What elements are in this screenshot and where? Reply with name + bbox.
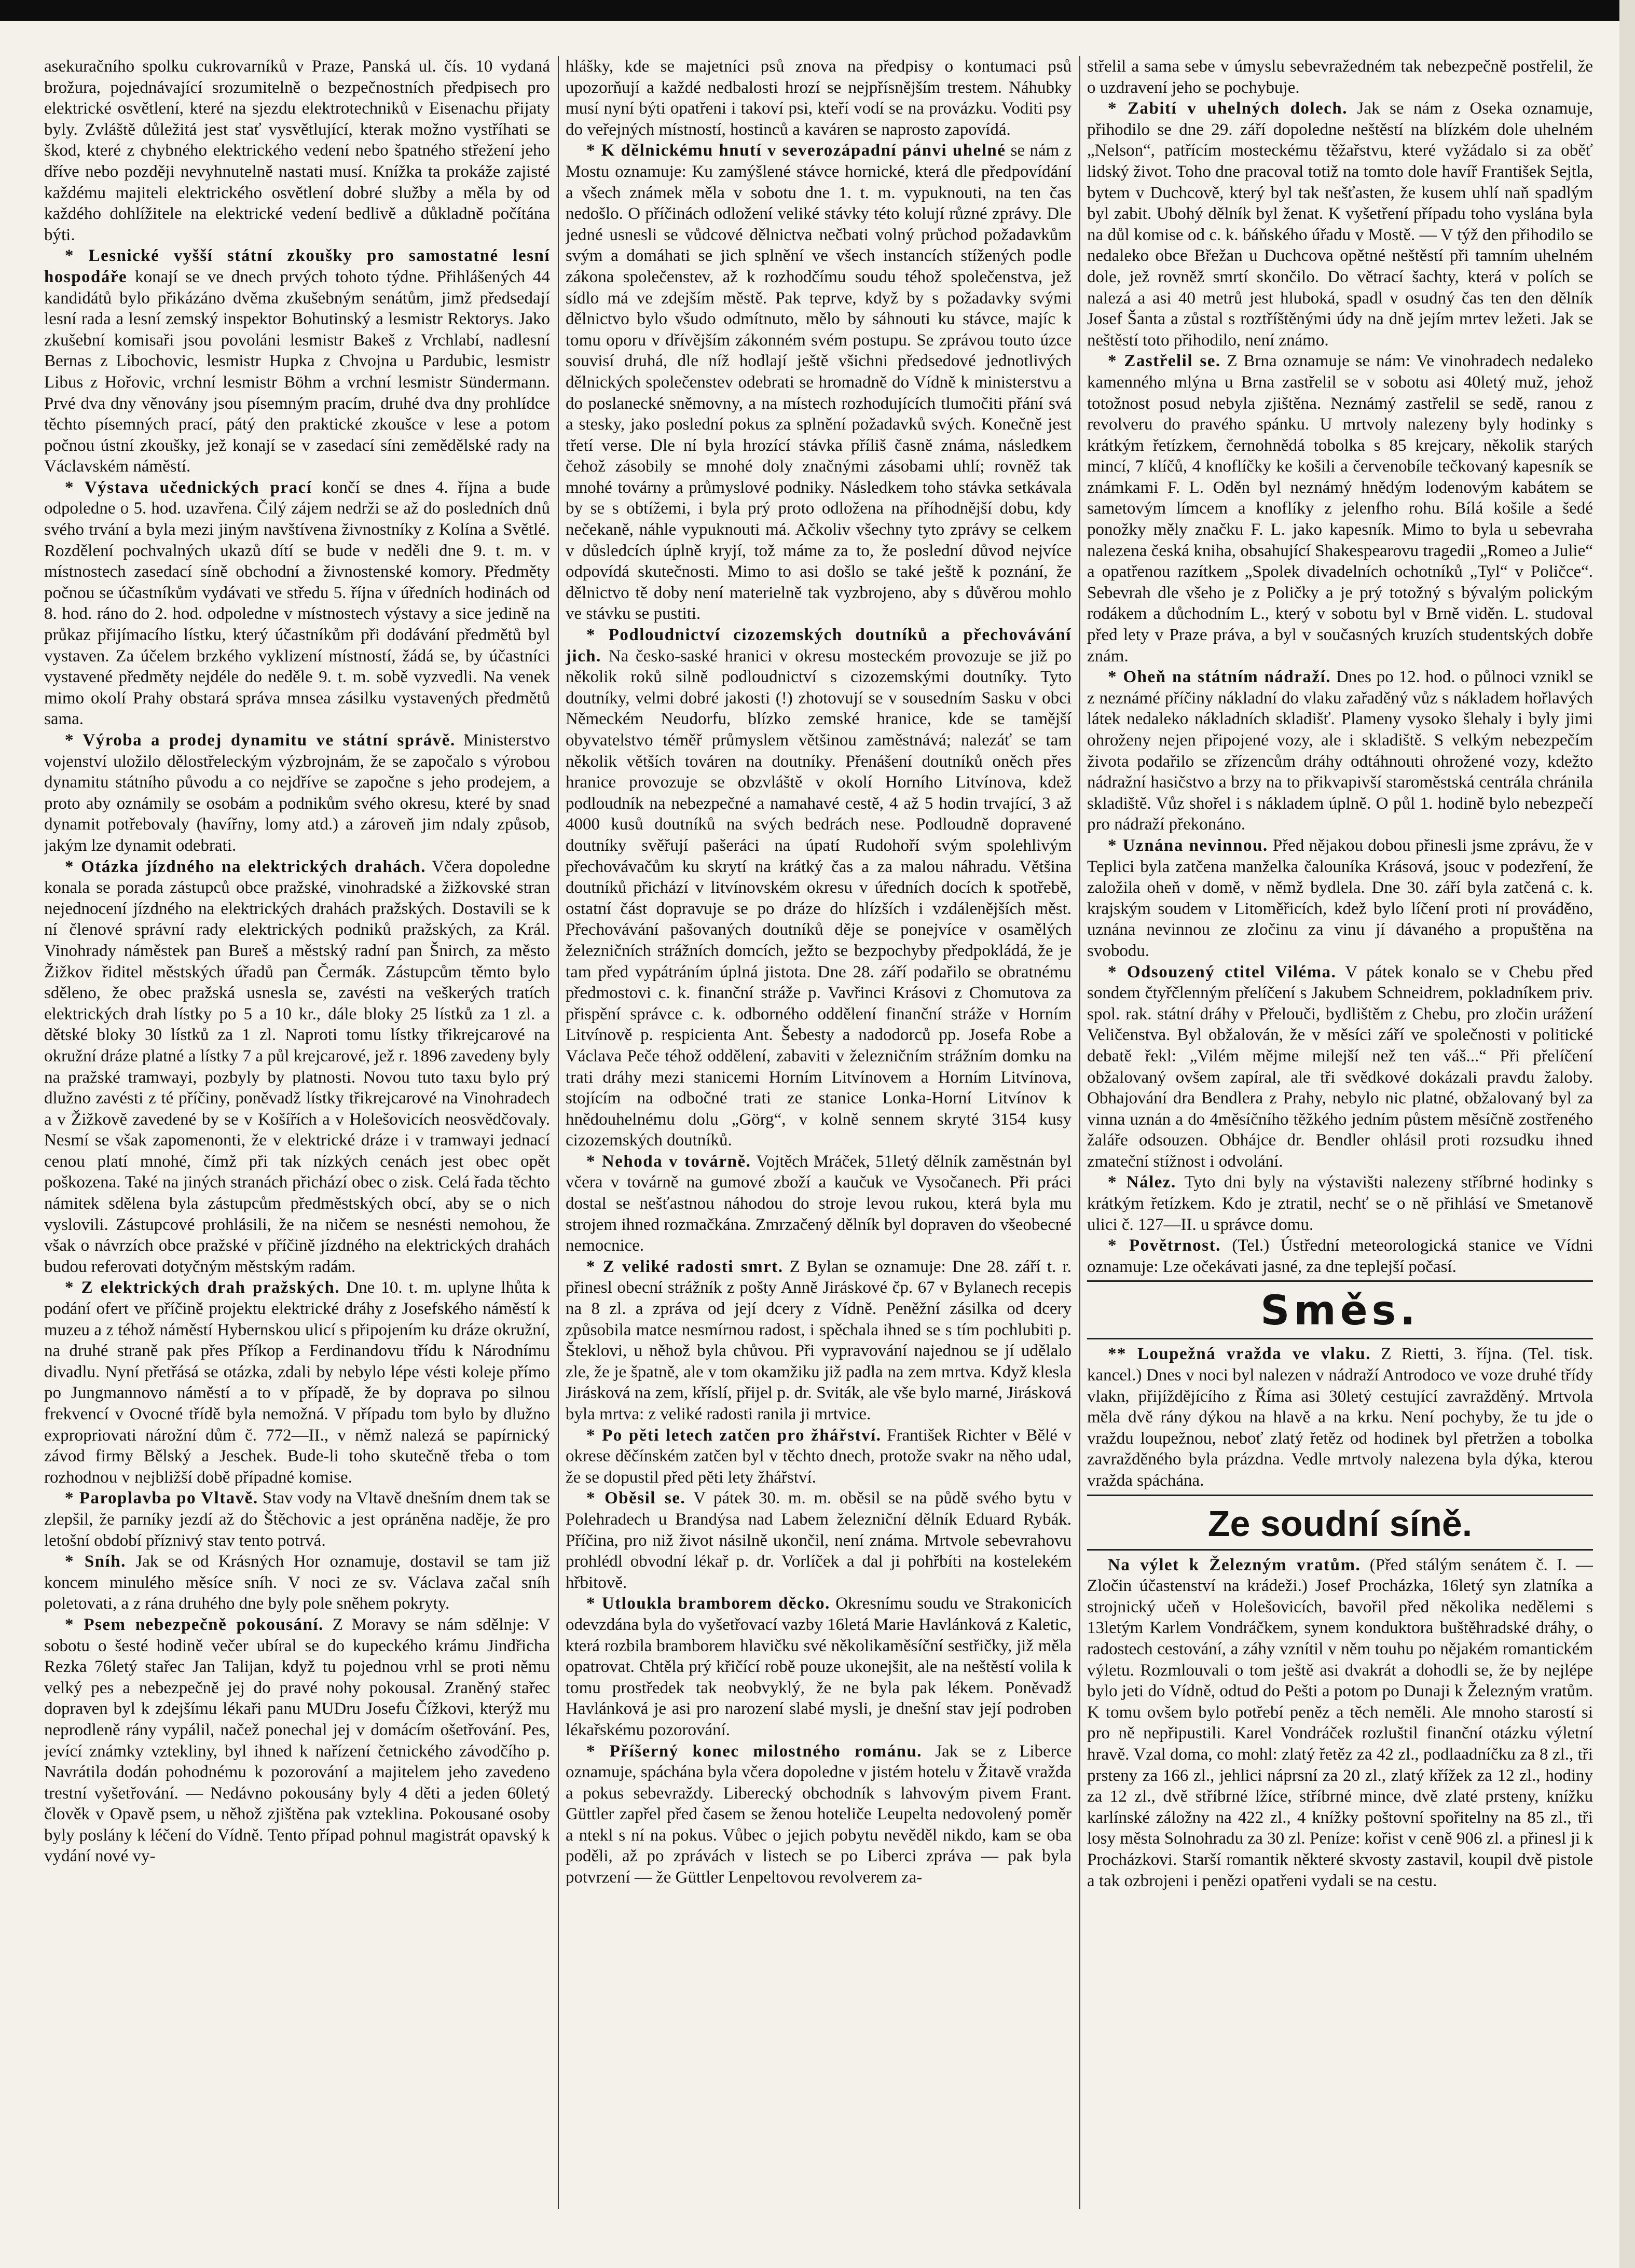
column-2 bbox=[566, 56, 1071, 2209]
article-body: Jak se nám z Oseka oznamuje, přihodilo se dne 29. září dopoledne neštěstí na blízkém dole uhelném „Nelson“, patřícím mosteckému těžařstvu, které vyžádalo si za oběť lidský život. Toho dne pracoval totiž na tomto dole havíř František Sejtla, bytem v Duchcově, který byl tak nešťasten, že kusem uhlí naň spadlým byl zabit. Ubohý dělník byl ženat. K vyšetření případu toho vyslána byla na důl komise od c. k. báňského úřadu v Mostě. — V týž den přihodilo se nedaleko obce Břežan u Duchcova opětné neštěstí při tamním uhelném dole, jež rovněž smrtí skončilo. Do větrací šachty, která v polích se nalezá a asi 40 metrů jest hluboká, spadl v osudný čas ten den dělník Josef Šanta a zůstal s roztříštěnými údy na dně jejím mrtev ležeti. Jak se neštěstí toto přihodilo, není známo. bbox=[1087, 99, 1593, 350]
article-paragraph bbox=[566, 1256, 1071, 1425]
article-headline: * Nález. bbox=[1108, 1173, 1176, 1192]
scan-right-margin bbox=[1619, 0, 1635, 2268]
article-body: Tyto dni byly na výstavišti nalezeny stříbrné hodinky s krátkým řetízkem. Kdo je ztratil, nechť se o ně přihlásí ve Smetanově ulici č. 127—II. u správce domu. bbox=[1087, 1173, 1593, 1234]
article-headline: * Otázka jízdného na elektrických drahách. bbox=[65, 857, 427, 876]
column-3 bbox=[1087, 56, 1593, 2209]
section-title-smes: Směs. bbox=[1260, 1288, 1420, 1335]
article-headline: * Paroplavba po Vltavě. bbox=[65, 1489, 258, 1508]
section-rule bbox=[1087, 1495, 1593, 1496]
article-body: Ministerstvo vojenství uložilo dělostřeleckým výzbrojnám, že se započalo s výrobou dynamitu státního původu a co nejdříve se započne s jeho prodejem, a proto aby oznámily se osobám a podnikům svého okresu, které by snad dynamit potřebovaly (havířny, lomy atd.) a zároveň jim ndaly způsob, jakým lze dynamit odebrati. bbox=[44, 731, 550, 855]
article-paragraph bbox=[1087, 98, 1593, 351]
article-headline: * Z elektrických drah pražských. bbox=[65, 1278, 340, 1297]
article-paragraph bbox=[566, 1488, 1071, 1593]
article-body: V pátek konalo se v Chebu před sondem čtyřčlenným přelíčení s Jakubem Schneidrem, pokladníkem priv. spol. rak. státní dráhy v Přelouči, bydlištěm z Chebu, pro zločin urážení Veličenstva. Byl obžalován, že v měsíci září ve společnosti v politické debatě řekl: „Vilém mějme milejší než ten váš...“ Při přelíčení obžalovaný ovšem zapíral, ale tři svědkové dokázali pravdu žaloby. Obhajování dra Bendlera z Prahy, nebylo nic platné, obžalovaný byl za vinna uznán a do 4měsíčního těžkého jedním půstem měsíčně zostřeného žaláře odsouzen. Obhájce dr. Bendler ohlásil proti rozsudku ihned zmateční stížnost i odvolání. bbox=[1087, 962, 1593, 1171]
article-paragraph bbox=[566, 1151, 1071, 1256]
article-headline: * Oběsil se. bbox=[586, 1489, 686, 1508]
article-headline: * Oheň na státním nádraží. bbox=[1108, 668, 1331, 687]
column-1 bbox=[44, 56, 550, 2209]
article-headline: ** Loupežná vražda ve vlaku. bbox=[1108, 1345, 1371, 1364]
article-paragraph bbox=[1087, 1344, 1593, 1491]
article-headline: * Odsouzený ctitel Viléma. bbox=[1108, 962, 1337, 981]
article-body: Vojtěch Mráček, 51letý dělník zaměstnán byl včera v továrně na gumové zboží a kaučuk ve Vysočanech. Při práci dostal se nešťastnou náhodou do stroje levou rukou, která byla mu strojem ihned rozmačkána. Zmrzačený dělník byl dopraven do všeobecné nemocnice. bbox=[566, 1152, 1071, 1255]
article-paragraph bbox=[1087, 351, 1593, 667]
article-paragraph bbox=[44, 1277, 550, 1488]
article-body: Stav vody na Vltavě dnešním dnem tak se zlepšil, že parníky jezdí až do Štěchovic a jest opráněna naděje, že pro letošní období příznivý stav tento potrvá. bbox=[44, 1489, 550, 1550]
article-paragraph bbox=[44, 856, 550, 1278]
article-paragraph bbox=[1087, 667, 1593, 835]
article-headline: * Z veliké radosti smrt. bbox=[586, 1257, 784, 1276]
article-paragraph bbox=[1087, 962, 1593, 1172]
article-paragraph: hlášky, kde se majetníci psů znova na předpisy o kontumaci psů upozorňují a každé nedbalosti hrozí se nejpřísnějším trestem. Náhubky musí nyní býti opatřeni i takoví psi, kteří vodí se na provázku. Voditi psy do veřejných místností, hostinců a kaváren se naprosto zapovídá. bbox=[566, 57, 1071, 139]
article-paragraph bbox=[44, 477, 550, 730]
article-headline: * Sníh. bbox=[65, 1552, 126, 1571]
article-body: se nám z Mostu oznamuje: Ku zamýšlené stávce hornické, která dle předpovídání a všech známek měla v sobotu dne 1. t. m. vypuknouti, na ten čas nedošlo. O příčinách odložení veliké stávky této kolují různé zprávy. Dle jedné usnesli se vůdcové dělnictva nečbati volný průchod požadavkům svým a domáhati se jich splnění ve všech instancích stížených podle zákona společenstev, až k rozhodčímu soudu téhož společenstva, jež sídlo má ve zdejším městě. Pak teprve, když by s požadavky svými dělnictvo bylo všudo odmítnuto, mělo by sáhnouti ku stávce, majíc k tomu oporu v dřívějším zákonném svém postupu. Se zprávou touto úzce souvisí druhá, dle níž hodlají ještě všichni předsedové jednotlivých dělnických společenstev odebrati se hromadně do Vídně k ministerstvu a do poslanecké sněmovny, a na místech rozhodujících tlumočiti přání svá a stesky, jako poslední pokus za splnění požadavků svých. Konečně jest třetí verse. Dle ní byla hrozící stávka příliš časně známa, následkem čehož zásobily se mnohé doly značnými zásobami uhlí; rovněž tak mnohé továrny a průmyslové podniky. Následkem toho stávka setkávala by se s obtížemi, i byla prý proto odložena na příhodnější dobu, kdy nečekaně, náhle vypuknouti má. Ačkoliv všechny tyto zprávy se celkem v důsledcích úplně kryjí, tož máme za to, že poslední důvod nejvíce odpovídá skutečnosti. Mimo to asi došlo se také ještě k poznání, že dělnictvo tě doby není materielně tak vyzbrojeno, aby s důvěrou mohlo ve stávku se pustiti. bbox=[566, 141, 1071, 624]
article-paragraph bbox=[44, 1488, 550, 1551]
section-rule bbox=[1087, 1549, 1593, 1551]
article-paragraph bbox=[566, 1741, 1071, 1888]
article-paragraph bbox=[44, 730, 550, 856]
article-headline: * Uznána nevinnou. bbox=[1108, 836, 1268, 855]
article-headline: * Psem nebezpečně pokousání. bbox=[65, 1615, 324, 1634]
article-body: končí se dnes 4. října a bude odpoledne o 5. hod. uzavřena. Čilý zájem nedrži se až do posledních dnů svého trvání a byla mezi jiným navštívena živnostníky z Kolína a Světlé. Rozdělení pochvalných ukazů dítí se bude v neděli dne 9. t. m. v místnostech zasedací síně obchodní a živnostenské komory. Předměty počnou se účastníkům vydávati ve středu 5. října v úředních hodinách od 8. hod. ráno do 2. hod. odpoledne v místnostech výstavy a sice jedině na průkaz přijímacího lístku, který účastníkům při dodávání předmětů byl vystaven. Za účelem brzkého vyklizení místností, žádá se, by účastníci vystavené předměty nejdéle do neděle 9. t. m. sobě vyzvedli. Na venek mimo okolí Prahy obstará správa mnsea zásilku vystavených předmětů sama. bbox=[44, 478, 550, 729]
article-body: Z Rietti, 3. října. (Tel. tisk. kancel.) Dnes v noci byl nalezen v nádraží Antrodoco ve voze druhé třídy vlakn, přijíždějícího z Říma asi 30letý cestující zavražděný. Mrtvola měla dvě rány dýkou na hlavě a na krku. Není pochyby, že tu jde o vraždu loupežnou, neboť zlatý řetěz od hodinek byl přetržen a tobolka zavražděného byla prázdna. Vedle mrtvoly nalezena byla dýka, kterou vražda spáchána. bbox=[1087, 1345, 1593, 1490]
section-rule bbox=[1087, 1338, 1593, 1339]
section-title-court: Ze soudní síně. bbox=[1207, 1503, 1473, 1544]
newspaper-page bbox=[44, 56, 1593, 2209]
article-headline: * Podloudnictví cizozemských doutníků a přechovávání jich. bbox=[566, 626, 1071, 666]
article-body: Z Moravy se nám sdělnje: V sobotu o šesté hodině večer ubíral se do kupeckého krámu Jindřicha Rezka 76letý stařec Jan Talijan, když tu pojednou vrhl se proti němu velký pes a nebezpečně jej do pravé nohy pokousal. Zraněný stařec dopraven byl k zdejšímu lékaři panu MUDru Josefu Čížkovi, kterýž mu neprodleně rány vypálil, načež ponechal jej v domácím ošetřování. Pes, jevící známky vzteklinу, byl ihned k nařízení četnického závodčího p. Navrátila dodán pohodnému k pozorování a majitelem jeho zavedeno trestní vyšetřování. — Nedávno pokousány byly 4 děti a jeden 60letý člověk v Opavě psem, u něhož zjištěna pak vzteklina. Pokousané osoby byly poslány k léčení do Vídně. Tento případ pohnul magistrát opavský k vydání nové vy- bbox=[44, 1615, 550, 1866]
article-paragraph bbox=[1087, 835, 1593, 962]
article-body: Včera dopoledne konala se porada zástupců obce pražské, vinohradské a žižkovské stran nejednocení jízdného na elektrických drahách pražských. Dostavili se k ní členové správní rady elektrických podniků pražských, za Král. Vinohrady náměstek pan Bureš a městský radní pan Šnirch, za město Žižkov řiditel městských úřadů pan Čermák. Zástupcům těmto bylo sděleno, že obec pražská usnesla se, zavésti na veškerých tratích elektrických drah lístky po 5 a 10 kr., dále bloky 25 lístků za 1 zl. a dětské bloky 30 lístků za 1 zl. Naproti tomu lístky třikrejcarové na okružní dráze platné a lístky 7 a půl krejcarové, jež r. 1896 zavedeny byly na pražské tramwayi, pozbyly by platnosti. Novou tuto taxu bylo prý dlužno zavésti z té příčiny, poněvadž lístky třikrejcarové na Vinohradech a v Žižkově zavedené by se v Košířích a v Holešovicích neosvědčovaly. Nesmí se však zapomenonti, že v elektrické dráze i v tramwayi jednací cenou platí mnohé, čímž při tak nízkých cenách jest obec opět poškozena. Také na jiných stranách přichází obec o zisk. Celá řada těchto námitek sdělena byla zástupcům předměstských obcí, aby se o nich vyslovili. Zástupcové prohlásili, že na ničem se nesnésti nemohou, že však o návrzích obce pražské v příčině jízdného na elektrických drahách budou referovati dotyčným městským radám. bbox=[44, 857, 550, 1276]
article-body: Z Brna oznamuje se nám: Ve vinohradech nedaleko kamenného mlýna u Brna zastřelil se v sobotu asi 40letý muž, jehož totožnost posud nebyla zjištěna. Neznámý zastřelil se sedě, ranou z revolveru do pravého spánku. U mrtvoly nalezeny byly hodinky s krátkým řetízkem, černohnědá tobolka s 85 krejcary, několik starých mincí, 7 klíčů, 4 knoflíčky ke košili a červenobíle tečkovaný kapesník se známkami F. L. Oděn byl neznámý hnědým lodenovým kabátem se sametovým límcem a knoflíky z jelenfho rohu. Bílá košile a šedé ponožky měly značku F. L. jako kapesník. Mimo to byla u sebevraha nalezena česká kniha, obsahující Shakespearovu tragedii „Romeo a Julie“ a opatřenou razítkem „Spolek divadelních ochotníků „Tyl“ v Poličce“. Sebevrah dle všeho je z Poličky a je prý totožný s bývalým polickým rodákem a důchodním L., který v sobotu byl v Brně viděn. L. studoval před lety v Praze práva, a byl v současných kruzích studentských dobře znám. bbox=[1087, 352, 1593, 666]
article-body: Na česko-saské hranici v okresu mosteckém provozuje se již po několik roků silně podloudnictví s cizozemskými doutníky. Tyto doutníky, velmi dobré jakosti (!) zhotovují se v sousedním Sasku v obci Německém Neudorfu, blízko zemské hranice, kde se tamější obyvatelstvo téměř průmyslem většinou zaměstnává; nalezáť se tam několik větších továren na doutníky. Přenášení doutníků oněch přes hranice provozuje se obzvláště v okolí Horního Litvínova, kdež podloudník na nebezpečné a namahavé cestě, 4 až 5 hodin trvající, 3 až 4000 kusů doutníků na svých bedrách nese. Podloudně dopravené doutníky svěřují pašeráci na úpatí Rudohoří svým spolehlivým přechovávačům ku skrytí na krátký čas a za malou náhradu. Většina doutníků přichází v litvínovském okresu v úředních docích k spotřebě, ostatní část dopravuje se po dráze do hlízších i vzdálenějších měst. Přechovávání pašovaných doutníků děje se ponejvíce v osamělých železničních strážních domcích, ježto se bezpochyby předpokládá, že je tam před vypátráním úplná jistota. Dne 28. září podařilo se obratnému předmostovi c. k. finanční stráže p. Vavřinci Krásovi z Chomutova za přispění správce c. k. odborného oddělení finanční stráže v Horním Litvínově p. respicienta Ant. Šebesty a nadodorců pp. Josefa Robe a Václava Peče téhož oddělení, zabaviti v železničním strážním domku na trati dráhy mezi stanicemi Horním Litvínovem a Horním Litvínova, stojícím na odbočné trati ze stanice Lonka-Horní Litvínov k hnědouhelnému dolu „Görg“, v kolně sennem skryté 3154 kusy cizozemských doutníků. bbox=[566, 646, 1071, 1150]
article-body: Dne 10. t. m. uplyne lhůta k podání ofert ve příčině projektu elektrické dráhy z Josefského náměstí k muzeu a z téhož náměstí Hybernskou ulicí s připojením ku dráze okružní, na druhé straně pak přes Příkop a Ferdinandovu třídu k Národnímu divadlu. Nyní přetřásá se otázka, zdali by nebylo lépe vésti koleje přímo po Jungmannovo náměstí a to v případě, že by doprava po silnou frekvencí v Ovocné třídě byla nemožná. V případu tom bylo by dlužno expropriovati nárožní dům č. 772—II., v němž nalezá se papírnický závod firmy Bělský a Jeschek. Bude-li toho skutečně třeba o tom rozhodnou v nejbližší době případné komise. bbox=[44, 1278, 550, 1487]
article-paragraph bbox=[44, 245, 550, 477]
article-paragraph bbox=[566, 625, 1071, 1151]
article-headline: * Výstava učednických prací bbox=[65, 478, 312, 497]
column-divider bbox=[1079, 56, 1080, 2209]
article-paragraph bbox=[1087, 1172, 1593, 1235]
article-headline: * K dělnickému hnutí v severozápadní pánvi uhelné bbox=[586, 141, 1006, 160]
article-paragraph bbox=[44, 1614, 550, 1867]
article-body: Okresnímu soudu ve Strakonicích odevzdána byla do vyšetřovací vazby 16letá Marie Havlánková z Kaletic, která rozbila bramborem hlavičku své několikaměsíční sestřičky, již měla opatrovat. Chtěla prý křičící robě pouze ukonejšit, ale na neštěstí volila k tomu prostředek tak neobvyklý, že ne byla pak lékem. Poněvadž Havlánková je asi pro narození slabé mysli, je dnešní stav její podroben lékařskému pozorování. bbox=[566, 1594, 1071, 1739]
article-paragraph bbox=[1087, 1555, 1593, 1892]
article-body: (Tel.) Ústřední meteorologická stanice ve Vídni oznamuje: Lze očekávati jasné, za dne teplejší počasí. bbox=[1087, 1236, 1593, 1276]
article-headline: * Lesnické vyšší státní zkoušky pro samostatné lesní hospodáře bbox=[44, 246, 550, 286]
article-paragraph: asekuračního spolku cukrovarníků v Praze, Panská ul. čís. 10 vydaná brožura, pojednávající srozumitelně o bezpečnostních předpisech pro elektrické osvětlení, které na sjezdu elektrotechniků v Eisenachu přijaty byly. Zvláště důležitá jest stať vysvětlující, kterak možno vystříhati se škod, které z chybného elektrického vedení nebo špatného střežení jeho dříve nebo později nevyhnutelně nastati musí. Knížka ta prokáže zajisté každému majiteli elektrického osvětlení dobré služby a měla by od každého dohlížitele na elektrické vedení bedlivě a důkladně počítána býti. bbox=[44, 57, 550, 244]
article-body: František Richter v Bělé v okrese děčínském zatčen byl v těchto dnech, protože svakr na něho udal, že se dopustil před pěti lety žhářství. bbox=[566, 1426, 1071, 1487]
article-body: Jak se od Krásných Hor oznamuje, dostavil se tam již koncem minulého měsíce sníh. V noci ze sv. Václava začal sníh poletovati, a z rána druhého dne byly pole sněhem pokryty. bbox=[44, 1552, 550, 1613]
scan-top-border bbox=[0, 0, 1635, 21]
column-divider bbox=[558, 56, 559, 2209]
section-rule bbox=[1087, 1280, 1593, 1282]
article-paragraph bbox=[566, 1593, 1071, 1740]
article-paragraph bbox=[44, 1551, 550, 1614]
article-headline: * Utloukla bramborem děcko. bbox=[586, 1594, 830, 1613]
article-headline: * Povětrnost. bbox=[1108, 1236, 1221, 1255]
article-headline: * Po pěti letech zatčen pro žhářství. bbox=[586, 1426, 882, 1445]
article-body: Jak se z Liberce oznamuje, spáchána byla včera dopoledne v jistém hotelu v Žitavě vražda a pokus sebevraždy. Liberecký obchodník s lahvovým pivem Frant. Güttler zapřel před časem se ženou hoteliče Leupelta nedovolený poměr a ntekl s ní na pokus. Vůbec o jejich pobytu nevěděl nikdo, kam se oba poděli, až po zprávách v listech se po Liberci zpráva — pak byla potvrzení — že Güttler Lenpeltovou revolverem za- bbox=[566, 1741, 1071, 1887]
article-body: Z Bylan se oznamuje: Dne 28. září t. r. přinesl obecní strážník z pošty Anně Jiráskové čp. 67 v Bylanech recepis na 8 zl. a zpráva od její dcery z Vídně. Peněžní zásilka od dcery způsobila matce nesmírnou radost, i spěchala ihned se s tím pochlubiti p. Šteklovi, u něhož byla chůvou. Při vypravování najednou se jí udělalo zle, že je špatně, ale v tom okamžiku již padla na zem mrtva. Když klesla Jirásková na zem, kříslí, přijel p. dr. Sviták, ale vše bylo marné, Jirásková byla mrtva: z veliké radosti ranila ji mrtvice. bbox=[566, 1257, 1071, 1423]
article-headline: Na výlet k Železným vratům. bbox=[1108, 1555, 1361, 1574]
article-body: Před nějakou dobou přinesli jsme zprávu, že v Teplici byla zatčena manželka čalouníka Krásová, jsouc v podezření, že založila oheň v domě, v němž bydlela. Dne 30. září byla zatčená c. k. krajským soudem v Litoměřicích, kdež bylo líčení proti ní prováděno, uznána nevinnou ze zločinu za vinu jí dávaného a propuštěna na svobodu. bbox=[1087, 836, 1593, 960]
article-body: V pátek 30. m. m. oběsil se na půdě svého bytu v Polehradech u Brandýsa nad Labem železniční dělník Eduard Rybák. Příčina, pro niž život násilně ukončil, není známa. Mrtvole sebevrahovu prohlédl obvodní lékař p. dr. Vorlíček a dal ji pohřbíti na kostelekém hřbitově. bbox=[566, 1489, 1071, 1592]
article-headline: * Zabití v uhelných dolech. bbox=[1108, 99, 1348, 118]
article-paragraph: střelil a sama sebe v úmyslu sebevražedném tak nebezpečně postřelil, že o uzdravení jeho se pochybuje. bbox=[1087, 57, 1593, 97]
article-paragraph bbox=[566, 1425, 1071, 1488]
article-paragraph bbox=[1087, 1235, 1593, 1277]
article-body: (Před stálým senátem č. I. — Zločin účastenství na krádeži.) Josef Procházka, 16letý syn zlatníka a strojnický učeň v Holešovicích, bavořil před několika nedělemi s 13letým Karlem Vondráčkem, synem konduktora buštěhradské dráhy, o radostech cestování, a záhy vznítil v něm touhu po nějakém romantickém výletu. Rozmlouvali o tom ještě asi dvakrát a dohodli se, že by nejlépe bylo jeti do Vídně, odtud do Pešti a potom po Dunaji k Železným vratům. K tomu ovšem bylo potřebí peněz a těch neměli. Ale mnoho starostí si pro ně nepřipustili. Karel Vondráček rozluštil finanční otázku výletní hravě. Vzal doma, co mohl: zlatý řetěz za 42 zl., podlaadníčku za 8 zl., tři prsteny za 166 zl., jehlici náprsní za 20 zl., zlatý křížek za 12 zl., hodiny za 12 zl., dvě stříbrné lžíce, stříbrné mince, dvě zlaté prsteny, knížku karlínské záložny na 422 zl., 4 knížky poštovní spořitelny na 85 zl., tři losy města Solnohradu za 30 zl. Peníze: kořist v ceně 906 zl. a přinesl ji k Procházkovi. Starší romantik některé skvosty zastavil, koupil dvě pistole a tak ozbrojeni i penězi opatřeni vydali se na cestu. bbox=[1087, 1555, 1593, 1890]
article-headline: * Nehoda v továrně. bbox=[586, 1152, 751, 1171]
article-headline: * Zastřelil se. bbox=[1108, 352, 1221, 371]
article-paragraph bbox=[566, 140, 1071, 625]
article-headline: * Výroba a prodej dynamitu ve státní správě. bbox=[65, 731, 456, 750]
article-body: Dnes po 12. hod. o půlnoci vznikl se z neznámé příčiny nákladní do vlaku zařaděný vůz s nákladem hořlavých látek nedaleko nákladních skladišť. Plameny vysoko šlehaly i byly jimi ohroženy nejen připojené vozy, ale i skladiště. S velkým nebezpečím života podařilo se zřízencům dráhy odtáhnouti ohrožené vozy, kdežto nádražní hasičstvo a brzy na to přikvapivší staroměstská centrála chránila skladiště. Vůz shořel i s nákladem úplně. O půl 1. hodině bylo nebezpečí pro nádraží překonáno. bbox=[1087, 668, 1593, 834]
article-headline: * Příšerný konec milostného románu. bbox=[586, 1741, 923, 1761]
article-body: konají se ve dnech prvých tohoto týdne. Přihlášených 44 kandidátů bylo přikázáno dvěma zkušebným senátům, jimž předsedají lesní rada a lesní zemský inspektor Bohutinský a lesmistr Rektorys. Jako zkušební komisaři jsou povoláni lesmistr Bakeš z Vrchlabí, nadlesní Bernas z Libochovic, lesmistr Hupka z Chvojna u Pardubic, lesmistr Libus z Hořovic, vrchní lesmistr Böhm a vrchní lesmistr Sündermann. Prvé dva dny věnovány jsou písemným pracím, druhé dva dny prohlídce těchto písemných prací, pátý den praktické zkoušce v lese a potom počnou ústní zkoušky, jež konají se v zasedací síni zemědělské rady na Václavském náměstí. bbox=[44, 267, 550, 476]
